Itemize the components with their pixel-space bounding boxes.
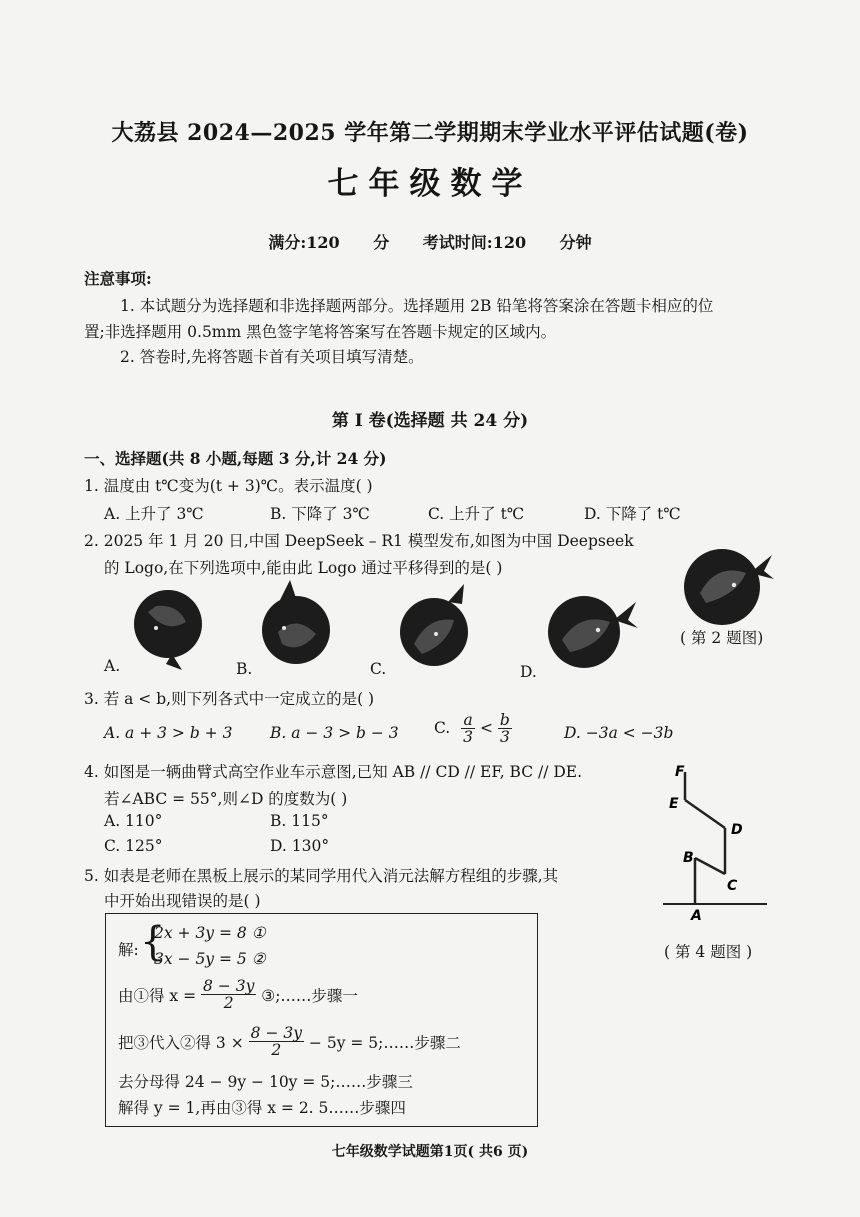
option-b-whale-icon	[256, 578, 336, 672]
deepseek-logo-reference	[676, 533, 776, 633]
q4-caption: ( 第 4 题图 )	[664, 943, 753, 961]
option-d-whale-icon	[540, 586, 640, 674]
q3-c-label: C.	[434, 718, 451, 737]
q4-option-c: C. 125°	[104, 837, 163, 855]
q1-option-b: B. 下降了 3℃	[270, 505, 370, 523]
q2-option-c: C.	[370, 660, 387, 678]
q5-eq-2: 3x − 5y = 5 ②	[154, 950, 266, 968]
q5-brace: {	[140, 919, 166, 965]
q4-stem-2: 若∠ABC = 55°,则∠D 的度数为( )	[104, 790, 348, 808]
q1-option-a: A. 上升了 3℃	[104, 505, 204, 523]
q1-option-c: C. 上升了 t℃	[428, 505, 525, 523]
q3-stem: 3. 若 a < b,则下列各式中一定成立的是( )	[84, 690, 375, 708]
q5-stem-1: 5. 如表是老师在黑板上展示的某同学用代入消元法解方程组的步骤,其	[84, 867, 559, 885]
q5-step-1	[118, 978, 358, 1012]
q3-c-num-1: a	[461, 712, 475, 729]
q5-step-4: 解得 y = 1,再由③得 x = 2. 5……步骤四	[118, 1099, 406, 1117]
q5-step-1-post: ③;……步骤一	[261, 986, 358, 1005]
q2-option-a: A.	[104, 657, 121, 675]
q2-stem-2: 的 Logo,在下列选项中,能由此 Logo 通过平移得到的是( )	[104, 559, 503, 577]
q4-option-b: B. 115°	[270, 812, 329, 830]
q5-solve-label: 解:	[118, 941, 139, 959]
q4-label-c: C	[727, 878, 738, 894]
q3-option-c	[434, 712, 512, 746]
q5-step-2-num: 8 − 3y	[250, 1024, 302, 1042]
part1-title: 第 I 卷(选择题 共 24 分)	[331, 411, 529, 431]
q4-option-d: D. 130°	[270, 837, 330, 855]
q4-stem-1: 4. 如图是一辆曲臂式高空作业车示意图,已知 AB // CD // EF, BC // DE.	[84, 763, 583, 781]
q4-label-a: A	[691, 908, 702, 924]
q2-option-b: B.	[236, 660, 253, 678]
q5-step-2-post: − 5y = 5;……步骤二	[308, 1033, 461, 1052]
option-a-whale-icon	[126, 582, 206, 672]
notes-line-2: 2. 答卷时,先将答题卡首有关项目填写清楚。	[120, 348, 424, 366]
q5-eq-1: 2x + 3y = 8 ①	[154, 924, 266, 942]
q4-label-f: F	[675, 764, 685, 780]
option-c-whale-icon	[392, 582, 476, 674]
notes-line-1a: 1. 本试题分为选择题和非选择题两部分。选择题用 2B 铅笔将答案涂在答题卡相应的位	[120, 297, 714, 315]
q3-c-num-2: b	[499, 711, 510, 729]
q2-stem-1: 2. 2025 年 1 月 20 日,中国 DeepSeek – R1 模型发布,如图为中国 Deepseek	[84, 532, 634, 550]
q4-label-b: B	[683, 850, 694, 866]
subject-title: 七年级数学	[327, 166, 533, 202]
notes-line-1b: 置;非选择题用 0.5mm 黑色签字笔将答案写在答题卡规定的区域内。	[84, 323, 557, 341]
q4-figure	[655, 758, 775, 928]
q3-c-fraction-2	[498, 712, 512, 746]
exam-title: 大荔县 2024—2025 学年第二学期期末学业水平评估试题(卷)	[111, 120, 749, 146]
q3-option-b: B. a − 3 > b − 3	[270, 724, 399, 742]
q5-step-1-fraction	[201, 978, 256, 1012]
notes-heading: 注意事项:	[84, 269, 152, 288]
q5-step-2-den: 2	[271, 1041, 282, 1060]
q5-step-3: 去分母得 24 − 9y − 10y = 5;……步骤三	[118, 1073, 413, 1091]
q4-label-d: D	[731, 822, 743, 838]
q2-option-d: D.	[520, 663, 537, 681]
q5-solution-box	[105, 913, 538, 1127]
q3-option-a: A. a + 3 > b + 3	[104, 724, 233, 742]
q5-step-2-pre: 把③代入②得 3 ×	[118, 1033, 244, 1052]
q3-c-fraction-1	[461, 712, 475, 746]
q3-option-d: D. −3a < −3b	[564, 724, 674, 742]
q3-c-op: <	[479, 718, 493, 737]
q5-step-1-num: 8 − 3y	[203, 977, 255, 995]
q1-option-d: D. 下降了 t℃	[584, 505, 681, 523]
q1-stem: 1. 温度由 t℃变为(t + 3)℃。表示温度( )	[84, 477, 373, 495]
score-info: 满分:120 分 考试时间:120 分钟	[268, 233, 592, 252]
q2-caption: ( 第 2 题图)	[680, 629, 764, 647]
section1-title: 一、选择题(共 8 小题,每题 3 分,计 24 分)	[84, 449, 387, 468]
q3-c-den-1: 3	[463, 728, 474, 747]
page-footer: 七年级数学试题第1页( 共6 页)	[331, 1144, 529, 1160]
q5-step-2-fraction	[249, 1025, 304, 1059]
q4-label-e: E	[669, 796, 679, 812]
q5-stem-2: 中开始出现错误的是( )	[104, 892, 261, 910]
q5-step-1-pre: 由①得 x =	[118, 986, 197, 1005]
q5-step-2	[118, 1025, 461, 1059]
q3-c-den-2: 3	[499, 728, 510, 747]
q4-option-a: A. 110°	[104, 812, 163, 830]
q5-step-1-den: 2	[223, 994, 234, 1013]
